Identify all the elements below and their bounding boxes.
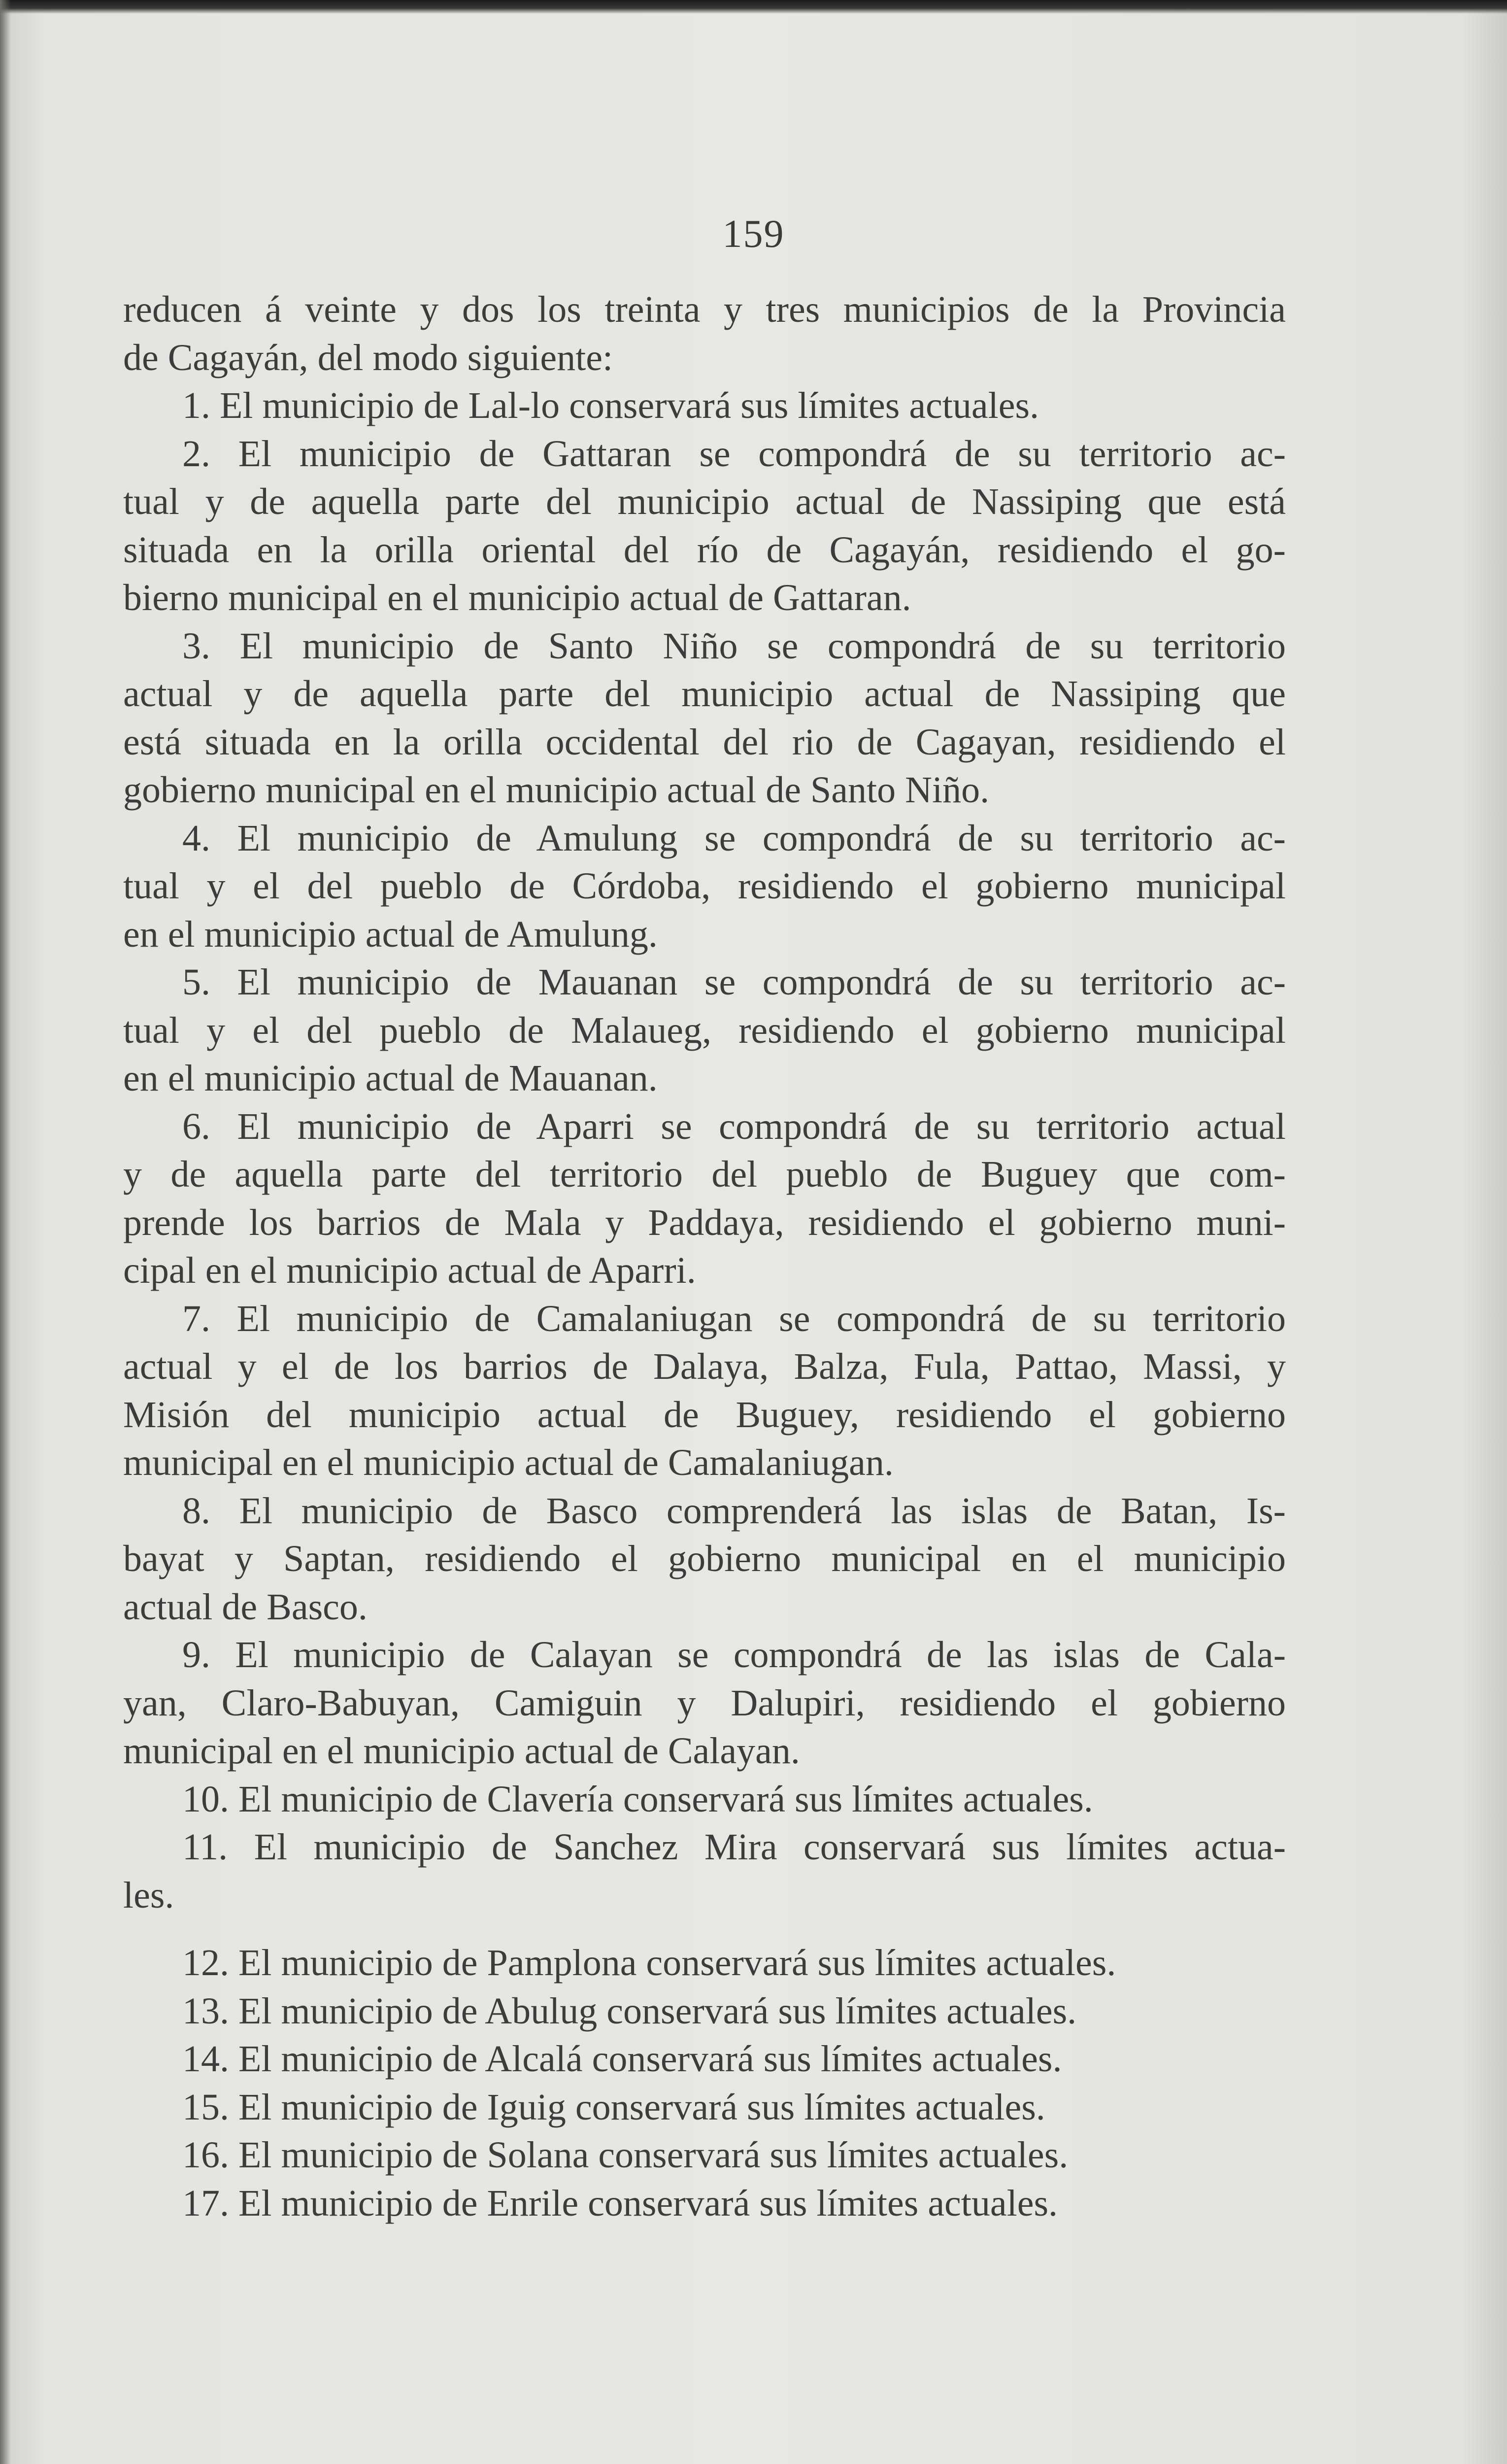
- text-line: prende los barrios de Mala y Paddaya, residiendo el gobierno muni-: [123, 1201, 1286, 1243]
- text-line: 2. El municipio de Gattaran se compondrá de su territorio ac-: [182, 433, 1286, 475]
- text-line: reducen á veinte y dos los treinta y tres municipios de la Provincia: [123, 289, 1286, 330]
- text-line: 9. El municipio de Calayan se compondrá de las islas de Cala-: [182, 1634, 1286, 1676]
- text-line: 17. El municipio de Enrile conservará sus límites actuales.: [182, 2182, 1058, 2224]
- text-line: les.: [123, 1874, 174, 1916]
- text-line: bierno municipal en el municipio actual de Gattaran.: [123, 577, 911, 618]
- text-line: tual y el del pueblo de Córdoba, residiendo el gobierno municipal: [123, 865, 1286, 907]
- text-line: 6. El municipio de Aparri se compondrá de su territorio actual: [182, 1105, 1286, 1147]
- text-line: actual y de aquella parte del municipio actual de Nassiping que: [123, 673, 1286, 715]
- text-line: 7. El municipio de Camalaniugan se compondrá de su territorio: [182, 1298, 1286, 1339]
- text-line: tual y el del pueblo de Malaueg, residiendo el gobierno municipal: [123, 1009, 1286, 1051]
- text-line: actual y el de los barrios de Dalaya, Balza, Fula, Pattao, Massi, y: [123, 1346, 1286, 1387]
- text-line: yan, Claro-Babuyan, Camiguin y Dalupiri, residiendo el gobierno: [123, 1682, 1286, 1724]
- body-text: [123, 286, 1286, 2227]
- text-line: 4. El municipio de Amulung se compondrá de su territorio ac-: [182, 817, 1286, 859]
- text-line: 13. El municipio de Abulug conservará sus límites actuales.: [182, 1990, 1077, 2032]
- text-line: en el municipio actual de Mauanan.: [123, 1058, 658, 1099]
- text-line: y de aquella parte del territorio del pueblo de Buguey que com-: [123, 1154, 1286, 1195]
- scan-left-shadow: [0, 0, 11, 2464]
- text-line: gobierno municipal en el municipio actual de Santo Niño.: [123, 769, 990, 811]
- text-line: de Cagayán, del modo siguiente:: [123, 337, 613, 378]
- text-line: 15. El municipio de Iguig conservará sus límites actuales.: [182, 2086, 1045, 2128]
- text-line: bayat y Saptan, residiendo el gobierno municipal en el municipio: [123, 1538, 1286, 1579]
- text-line: 11. El municipio de Sanchez Mira conservará sus límites actua-: [182, 1826, 1286, 1868]
- text-line: actual de Basco.: [123, 1586, 368, 1628]
- text-line: municipal en el municipio actual de Camalaniugan.: [123, 1442, 894, 1483]
- text-line: 1. El municipio de Lal-lo conservará sus límites actuales.: [182, 385, 1039, 426]
- text-line: 8. El municipio de Basco comprenderá las islas de Batan, Is-: [182, 1490, 1286, 1532]
- text-line: 3. El municipio de Santo Niño se compondrá de su territorio: [182, 625, 1286, 667]
- text-line: municipal en el municipio actual de Calayan.: [123, 1730, 800, 1772]
- text-line: 5. El municipio de Mauanan se compondrá de su territorio ac-: [182, 961, 1286, 1003]
- text-line: 14. El municipio de Alcalá conservará sus límites actuales.: [182, 2038, 1062, 2080]
- text-line: 10. El municipio de Clavería conservará sus límites actuales.: [182, 1778, 1093, 1820]
- text-line: está situada en la orilla occidental del rio de Cagayan, residiendo el: [123, 721, 1286, 763]
- scan-top-shadow: [0, 0, 1507, 14]
- paragraph-gap: [123, 1919, 1286, 1939]
- text-line: Misión del municipio actual de Buguey, residiendo el gobierno: [123, 1394, 1286, 1436]
- text-line: 16. El municipio de Solana conservará sus límites actuales.: [182, 2134, 1069, 2176]
- text-line: en el municipio actual de Amulung.: [123, 913, 658, 955]
- text-line: cipal en el municipio actual de Aparri.: [123, 1250, 696, 1291]
- text-line: tual y de aquella parte del municipio actual de Nassiping que está: [123, 481, 1286, 522]
- text-line: situada en la orilla oriental del río de Cagayán, residiendo el go-: [123, 529, 1286, 571]
- text-line: 12. El municipio de Pamplona conservará sus límites actuales.: [182, 1942, 1116, 1984]
- page-number: 159: [722, 212, 785, 256]
